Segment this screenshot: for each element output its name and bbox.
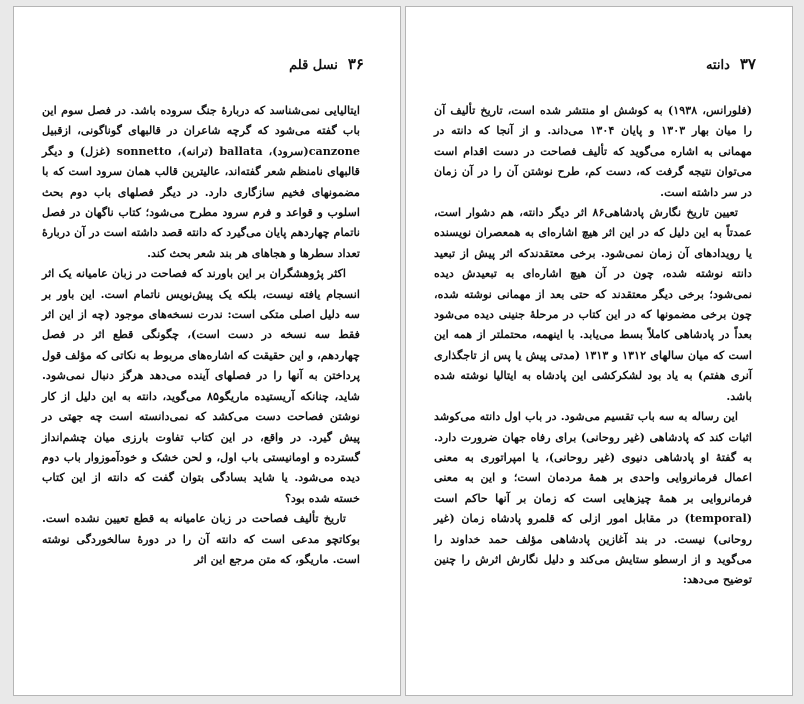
left-paragraph-2: اکثر پژوهشگران بر این باورند که فصاحت در زبان عامیانه یک اثر انسجام یافته نیست، بلکه یک پیش‌نویس ناتمام است. این باور بر سه دلیل اصلی متکی است: ندرت نسخه‌های موجود (چه از این اثر فقط سه نسخه در دست است)، چگونگی قطع اثر در فصل چهاردهم، و این حقیقت که اشاره‌های مربوط به نکاتی که مؤلف قول پرداختن به آنها را در فصلهای آینده می‌دهد هرگز دنبال نمی‌شود. شاید، چنانکه آریستیده ماریگو۸۵ می‌گوید، دانته به این دلیل از کار نوشتن فصاحت دست می‌کشد که نمی‌دانسته است چه جهتی در پیش گیرد. در واقع، در این کتاب تفاوت بارزی میان چشم‌انداز گسترده و اومانیستی باب اول، و لحن خشک و خودآموزوار باب دوم دیده می‌شود. یا شاید بسادگی بتوان گفت که دانته از این کتاب خسته شده بود؟ bbox=[42, 266, 360, 505]
right-page-number: ۳۷ bbox=[739, 55, 756, 73]
right-paragraph-2: تعیین تاریخ نگارش پادشاهی۸۶ اثر دیگر دانته، هم دشوار است، عمدتاً به این دلیل که در این اثر هیچ اشاره‌ای به همعصران نویسنده یا رویدادهای آن زمان نمی‌شود. برخی معتقدندکه اثر پیش از تبعید دانته نوشته شده، چون در آن هیچ اشاره‌ای به تبعیدش دیده نمی‌شود؛ برخی دیگر معتقدند که حتی بعد از مهمانی نوشته شده، چون برخی مضمونها که در این کتاب در مرحلهٔ جنینی دیده می‌شود بعداً در پادشاهی کاملاً بسط می‌یابد. با اینهمه، محتملتر از همه این است که میان سالهای ۱۳۱۲ و ۱۳۱۳ (مدتی پیش یا پس از تاجگذاری آنری هفتم) به یاد بود لشکرکشی این پادشاه به ایتالیا نوشته شده باشد. bbox=[434, 205, 752, 403]
left-running-title: نسل قلم bbox=[289, 58, 338, 73]
right-body-text bbox=[434, 100, 752, 590]
left-page bbox=[13, 6, 401, 696]
left-page-number: ۳۶ bbox=[347, 55, 364, 73]
right-running-head bbox=[442, 55, 756, 73]
left-running-head bbox=[50, 55, 364, 73]
right-page bbox=[405, 6, 793, 696]
left-body-text bbox=[42, 100, 360, 569]
left-paragraph-3: تاریخ تألیف فصاحت در زبان عامیانه به قطع تعیین نشده است. بوکاتچو مدعی است که دانته آن را در دورهٔ سالخوردگی نوشته است. ماریگو، که متن مرجع این اثر bbox=[42, 511, 360, 566]
left-paragraph-1: ایتالیایی نمی‌شناسد که دربارهٔ جنگ سروده باشد. در فصل سوم این باب گفته می‌شود که گرچه شاعران در قالبهای گوناگونی، ازقبیل canzone(سرود)، ballata (ترانه)، sonnetto (غزل) و دیگر قالبهای نامنظم شعر گفته‌اند، عالیترین قالب همان سرود است که با مضمونهای فخیم سازگاری دارد. در دیگر فصلهای باب دوم بحث اسلوب و قواعد و فرم سرود مطرح می‌شود؛ کتاب ناگهان در فصل ناتمام چهاردهم پایان می‌گیرد که دانته قصد داشته است در آن دربارهٔ تعداد سطرها و هجاهای هر بند شعر بحث کند. bbox=[42, 103, 360, 260]
right-paragraph-1: (فلورانس، ۱۹۳۸) به کوشش او منتشر شده است، تاریخ تألیف آن را میان بهار ۱۳۰۳ و پایان ۱۳۰۴ می‌داند. و از آنجا که دانته در مهمانی به اشاره می‌گوید که تألیف فصاحت در دست اقدام است می‌توان نتیجه گرفت که، دست کم، طرح نوشتن آن را در آن زمان در سر داشته است. bbox=[434, 103, 752, 199]
right-paragraph-3: این رساله به سه باب تقسیم می‌شود. در باب اول دانته می‌کوشد اثبات کند که پادشاهی (غیر روحانی) برای رفاه جهان ضرورت دارد. به گفتهٔ او پادشاهی دنیوی (غیر روحانی)، یا امپراتوری به معنی اعمال فرمانروایی واحدی بر همهٔ مردمان است؛ و این به معنی فرمانروایی بر همهٔ چیزهایی است که زمان بر آنها حاکم است (temporal) در مقابل امور ازلی که قلمرو پادشاه زمان (غیر روحانی) نیست. در بند آغازین پادشاهی مؤلف حمد خداوند را می‌گوید و از ارسطو ستایش می‌کند و دلیل نگارش اثرش را چنین توضیح می‌دهد: bbox=[434, 409, 752, 587]
right-running-title: دانته bbox=[705, 58, 730, 73]
